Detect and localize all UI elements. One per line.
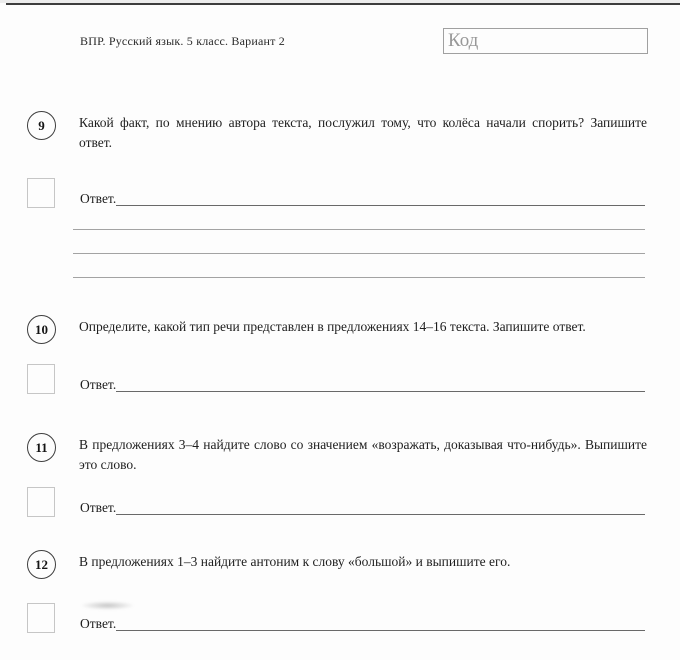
score-box bbox=[27, 603, 55, 633]
question-number-circle bbox=[27, 550, 56, 579]
question-text: Определите, какой тип речи представлен в предложениях 14–16 текста. Запишите ответ. bbox=[79, 319, 586, 334]
answer-line[interactable] bbox=[116, 391, 645, 392]
answer-line[interactable] bbox=[73, 253, 645, 254]
answer-line[interactable] bbox=[73, 229, 645, 230]
answer-line[interactable] bbox=[116, 205, 645, 206]
question-number: 11 bbox=[35, 440, 48, 455]
question-number: 10 bbox=[35, 322, 48, 337]
question-number-circle bbox=[27, 315, 56, 344]
question-text: В предложениях 3–4 найдите слово со значением «возражать, доказывая что-нибудь». Выпишите это слово. bbox=[79, 437, 647, 472]
question-9 bbox=[0, 111, 680, 206]
answer-line[interactable] bbox=[73, 277, 645, 278]
score-box bbox=[27, 364, 55, 394]
question-number: 12 bbox=[35, 557, 48, 572]
code-placeholder: Код bbox=[448, 30, 479, 51]
answer-area bbox=[0, 487, 680, 607]
score-box bbox=[27, 487, 55, 517]
score-box bbox=[27, 178, 55, 208]
question-10 bbox=[0, 315, 680, 392]
question-row bbox=[0, 315, 680, 344]
question-11 bbox=[0, 433, 680, 515]
question-row bbox=[0, 433, 680, 475]
question-text: В предложениях 1–3 найдите антоним к слову «большой» и выпишите его. bbox=[79, 554, 511, 569]
question-12 bbox=[0, 550, 680, 631]
answer-line[interactable] bbox=[116, 514, 645, 515]
document-header-title: ВПР. Русский язык. 5 класс. Вариант 2 bbox=[80, 34, 285, 48]
question-number: 9 bbox=[38, 118, 45, 133]
code-input-box[interactable] bbox=[443, 28, 648, 54]
question-row bbox=[0, 550, 680, 579]
page-top-rule bbox=[6, 3, 680, 5]
answer-label: Ответ. bbox=[80, 616, 117, 631]
answer-label: Ответ. bbox=[80, 500, 117, 515]
question-text: Какой факт, по мнению автора текста, послужил тому, что колёса начали спорить? Запишите ответ. bbox=[79, 115, 647, 150]
question-row bbox=[0, 111, 680, 153]
answer-line[interactable] bbox=[116, 630, 645, 631]
answer-label: Ответ. bbox=[80, 377, 117, 392]
answer-area bbox=[0, 603, 680, 660]
question-number-circle bbox=[27, 433, 56, 462]
answer-area bbox=[0, 178, 680, 298]
answer-label: Ответ. bbox=[80, 191, 117, 206]
question-number-circle bbox=[27, 111, 56, 140]
